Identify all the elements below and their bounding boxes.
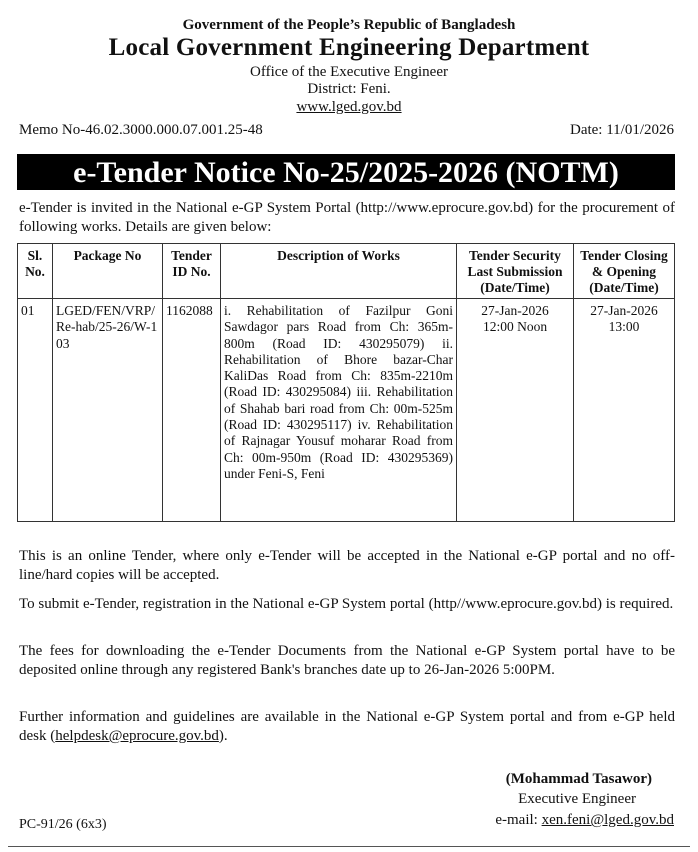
signatory-name: (Mohammad Tasawor): [505, 771, 652, 787]
memo-number: Memo No-46.02.3000.000.07.001.25-48: [19, 122, 263, 138]
cell-description: i. Rehabilitation of Fazilpur Goni Sawdagor pars Road from Ch: 365m-800m (Road ID: 430295079) ii. Rehabilitation of Bhore bazar-Char KaliDas Road from Ch: 835m-2210m (Road ID: 430295084) iii. Rehabilitation of Shahab bari road from Ch: 00m-525m (Road ID: 430295117) iv. Rehabilitation of Rajnagar Yousuf moharar Road from Ch: 00m-950m (Road ID: 430295369) under Feni-S, Feni: [221, 299, 457, 522]
paragraph-registration: To submit e-Tender, registration in the National e-GP System portal (http//www.eprocure.gov.bd) is required.: [19, 596, 674, 612]
website-link[interactable]: www.lged.gov.bd: [296, 99, 402, 115]
cell-package: LGED/FEN/VRP/Re-hab/25-26/W-103: [53, 299, 163, 522]
signatory-email-line: [495, 812, 674, 829]
header-tender-id: Tender ID No.: [163, 244, 221, 299]
government-title: Government of the People’s Republic of Bangladesh: [182, 17, 516, 33]
header-description: Description of Works: [221, 244, 457, 299]
office-name: Office of the Executive Engineer: [250, 64, 448, 80]
tender-table: [17, 243, 675, 522]
notice-title-banner: e-Tender Notice No-25/2025-2026 (NOTM): [17, 154, 675, 190]
district-name: District: Feni.: [307, 81, 391, 97]
security-time: 12:00 Noon: [482, 319, 548, 335]
paragraph-fees: The fees for downloading the e-Tender Documents from the National e-GP System portal have to be deposited online through any registered Bank's branches date up to 26-Jan-2026 5:00PM.: [19, 643, 675, 678]
notice-date: Date: 11/01/2026: [569, 122, 674, 138]
cell-tender-id: 1162088: [163, 299, 221, 522]
security-date: 27-Jan-2026: [481, 303, 549, 318]
helpdesk-email-link[interactable]: helpdesk@eprocure.gov.bd: [55, 728, 219, 744]
paragraph-online-tender: This is an online Tender, where only e-Tender will be accepted in the National e-GP portal and no off-line/hard copies will be accepted.: [19, 548, 675, 583]
department-title: Local Government Engineering Department: [108, 34, 590, 61]
signatory-email-link[interactable]: xen.feni@lged.gov.bd: [541, 812, 674, 828]
header-sl: Sl. No.: [18, 244, 53, 299]
cell-security: [457, 299, 574, 522]
header-package: Package No: [53, 244, 163, 299]
footer-code: PC-91/26 (6x3): [19, 817, 107, 832]
header-closing: Tender Closing & Opening (Date/Time): [574, 244, 675, 299]
table-row: [18, 299, 675, 522]
closing-date: 27-Jan-2026: [590, 303, 658, 318]
header-security: Tender Security Last Submission (Date/Time): [457, 244, 574, 299]
table-header-row: [18, 244, 675, 299]
paragraph-further-info: [19, 708, 675, 746]
bottom-divider: [8, 846, 690, 847]
further-info-suffix: ).: [218, 728, 228, 744]
intro-text: e-Tender is invited in the National e-GP System Portal (http://www.eprocure.gov.bd) for the procurement of following works. Details are given below:: [19, 200, 675, 235]
email-label: e-mail:: [495, 812, 542, 828]
website-line: [0, 99, 698, 116]
signatory-title: Executive Engineer: [518, 791, 636, 807]
cell-closing: [574, 299, 675, 522]
further-info-text: Further information and guidelines are available in the National e-GP System portal and from e-GP held desk (: [19, 709, 675, 744]
cell-sl: 01: [18, 299, 53, 522]
closing-time: 13:00: [608, 319, 640, 335]
